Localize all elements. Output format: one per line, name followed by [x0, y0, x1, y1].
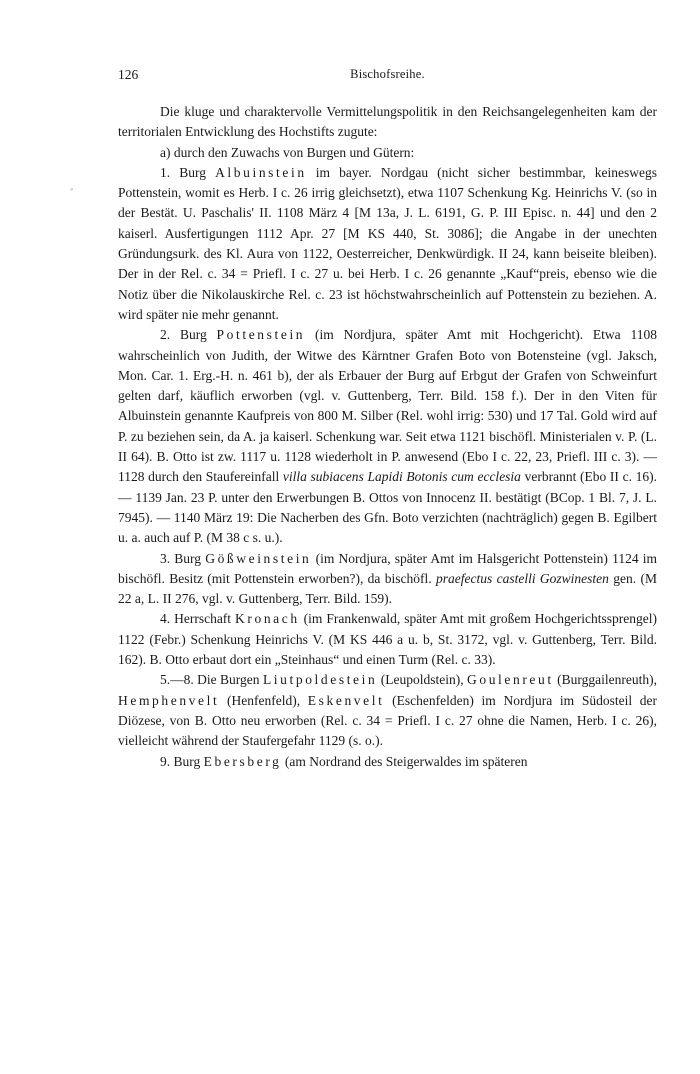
- spaced-place-name: Albuinstein: [215, 164, 307, 180]
- text-run: (im Nordjura, später Amt mit Hochgericht). Etwa 1108 wahrscheinlich von Judith, der Witwe des Kärntner Grafen Boto von Botensteine (vgl. Jaksch, Mon. Car. 1. Erg.-H. n. 461 b), der als Erbauer der Burg auf Erbgut der Grafen von Schweinfurt gelten darf, käuflich erworben (vgl. v. Guttenberg, Terr. Bild. 158 f.). Der in den Viten für Albuinstein genannte Kaufpreis von 800 M. Silber (Rel. wohl irrig: 530) und 17 Tal. Gold wird auf P. zu beziehen sein, da A. ja kaiserl. Schenkung war. Seit etwa 1121 bischöfl. Ministerialen v. P. (L. II 64). B. Otto ist zw. 1117 u. 1128 wiederholt in P. anwesend (Ebo I c. 22, 23, Priefl. III c. 3). — 1128 durch den Staufereinfall: [118, 327, 657, 485]
- text-run: 3. Burg: [160, 550, 206, 566]
- spaced-place-name: Eskenvelt: [307, 692, 385, 708]
- spaced-place-name: Gößweinstein: [205, 550, 312, 566]
- text-run: 9. Burg: [160, 753, 204, 769]
- paragraph-kronach: [118, 609, 657, 670]
- paragraph-ebersberg: [118, 752, 657, 772]
- paragraph-pottenstein: [118, 325, 657, 548]
- running-title: Bischofsreihe.: [350, 67, 425, 81]
- text-run: (Burggailenreuth),: [553, 672, 657, 688]
- italic-quote: villa subiacens Lapidi Botonis cum ecclesia: [282, 469, 521, 485]
- paragraph-a: [118, 143, 657, 163]
- paragraph-goessweinstein: [118, 549, 657, 610]
- spaced-place-name: Ebersberg: [203, 753, 282, 769]
- paragraph-text: Die kluge und charaktervolle Vermittelungspolitik in den Reichsangelegenheiten kam der territorialen Entwicklung des Hochstifts zugute:: [118, 104, 657, 140]
- text-run: (im Frankenwald, später Amt mit großem Hochgerichtssprengel) 1122 (Febr.) Schenkung Heinrichs V. (M KS 446 a u. b, St. 3172, vgl. v. Guttenberg, Terr. Bild. 162). B. Otto erbaut dort ein „Steinhaus“ und einen Turm (Rel. c. 33).: [118, 611, 658, 668]
- paragraph-text: a) durch den Zuwachs von Burgen und Gütern:: [160, 144, 415, 160]
- text-run: 4. Herrschaft: [160, 611, 236, 627]
- spaced-place-name: Pottenstein: [216, 327, 306, 343]
- spaced-place-name: Hemphenvelt: [118, 692, 220, 708]
- text-run: verbrannt (Ebo II c. 16). — 1139 Jan. 23 P. unter den Erwerbungen B. Ottos von Innocenz II. bestätigt (BCop. 1 Bl. 7, J. L. 7945). — 1140 März 19: Die Nacherben des Gfn. Boto verzichten (nachträglich) gegen B. Egilbert u. a. auch auf P. (M 38 c s. u.).: [118, 469, 657, 546]
- text-run: 1. Burg: [160, 164, 216, 180]
- text-run: (Eschenfelden) im Nordjura im Südosteil der Diözese, von B. Otto neu erworben (Rel. c. 34 = Priefl. I c. 27 ohne die Namen, Herb. I c. 26), vielleicht während der Staufergefahr 1129 (s. o.).: [118, 692, 657, 749]
- spaced-place-name: Kronach: [235, 611, 300, 627]
- body-text: [118, 102, 657, 772]
- text-run: (Henfenfeld),: [219, 692, 308, 708]
- paragraph-intro: [118, 102, 657, 143]
- text-run: (am Nordrand des Steigerwaldes im späteren: [281, 753, 528, 769]
- text-run: 5.—8. Die Burgen: [160, 672, 263, 688]
- text-run: im bayer. Nordgau (nicht sicher bestimmbar, keineswegs Pottenstein, womit es Herb. I c. 26 irrig gleichsetzt), etwa 1107 Schenkung Kg. Heinrichs V. (so in der Bestät. U. Paschalis' II. 1108 März 4 [M 13a, J. L. 6191, G. P. III Episc. n. 44] und den 2 kaiserl. Ausfertigungen 1112 Apr. 27 [M KS 440, St. 3086]; die Angabe in der unechten Gründungsurk. des Kl. Aura von 1122, Oesterreicher, Denkwürdigk. II 24, kann beiseite bleiben). Der in der Rel. c. 34 = Priefl. I c. 27 u. bei Herb. I c. 26 genannte „Kauf“preis, ebenso wie die Notiz über die Nikolauskirche Rel. c. 23 ist höchstwahrscheinlich auf Pottenstein zu beziehen. A. wird später nie mehr genannt.: [118, 164, 657, 322]
- text-run: (im Nordjura, später Amt im Halsgericht Pottenstein) 1124 im bischöfl. Besitz (mit Pottenstein erworben?), da bischöfl.: [118, 550, 657, 586]
- text-run: 2. Burg: [160, 327, 217, 343]
- paragraph-burgen-5-8: [118, 670, 657, 751]
- spaced-place-name: Goulenreut: [467, 672, 554, 688]
- spaced-place-name: Liutpoldestein: [262, 672, 378, 688]
- page-header: [118, 67, 657, 87]
- italic-quote: praefectus castelli Gozwinesten: [436, 570, 609, 586]
- page-number: 126: [118, 67, 139, 82]
- paragraph-albuinstein: [118, 163, 657, 325]
- text-run: (Leupoldstein),: [377, 672, 467, 688]
- text-run: gen. (M 22 a, L. II 276, vgl. v. Guttenberg, Terr. Bild. 159).: [118, 570, 657, 607]
- margin-mark: ◦: [70, 184, 74, 194]
